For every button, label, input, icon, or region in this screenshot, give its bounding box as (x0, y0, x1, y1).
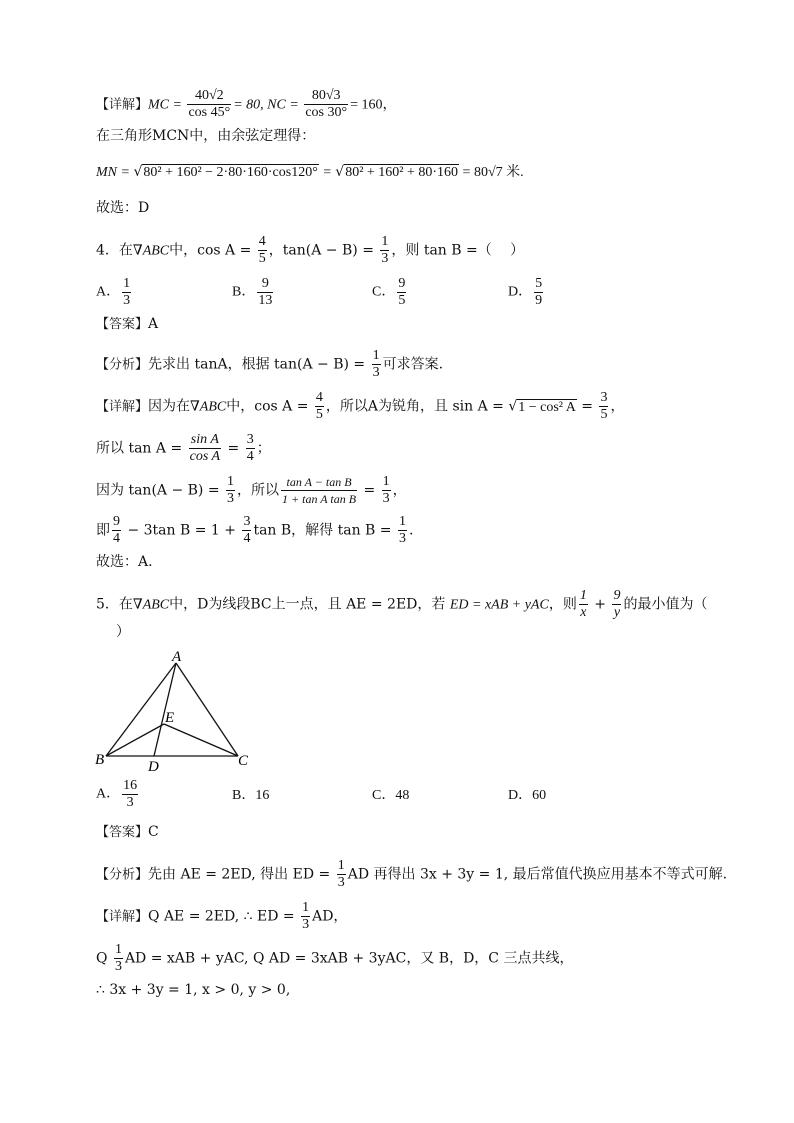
q4-option-b[interactable]: B． $\frac{9}{13}$ (232, 276, 273, 308)
q5-option-c[interactable]: C．48 (372, 788, 410, 803)
q4-detail-line-2: 所以 tan A = $\frac{\text{sin A}}{\text{cos A}}$ = $\frac{3}{4}$ ； (96, 432, 271, 464)
select-d-line: 故选：D (96, 200, 150, 216)
question-5-close-paren: ） (116, 624, 130, 640)
cosine-rule-line: 在三角形MCN中，由余弦定理得： (96, 128, 316, 144)
mn-calculation-line: MN = √80² + 160² − 2·80·160·cos120° = √80² + 160² + 80·160 = 80√7 米. (96, 164, 524, 180)
label-d: D (148, 759, 159, 774)
q4-detail-line-4: 即 $\frac{9}{4}$ − 3tan B = 1 + $\frac{3}{4}$ tan B，解得 tan B = $\frac{1}{3}$ . (96, 514, 414, 546)
detail-line-mc-nc: 【详解】MC = $\frac{40√2}{\cos 45^\circ}$ = 80, NC = $\frac{80√3}{\cos 30^\circ}$ = 160， (96, 88, 397, 120)
detail-tag: 【详解】 (96, 97, 149, 113)
fraction: $\frac{40√2}{\cos 45^\circ}$ (188, 88, 231, 120)
label-e: E (165, 710, 175, 726)
question-4-stem: 4．在∇ABC中，cos A = $\frac{4}{5}$ ，tan(A − B) = $\frac{1}{3}$ ，则 tan B =（ ） (96, 234, 525, 266)
q4-analysis: 【分析】先求出 tanA，根据 tan(A − B) = $\frac{1}{3}$ 可求答案. (96, 348, 444, 380)
label-b: B (95, 752, 105, 768)
q4-detail-line-1: 【详解】因为在∇ABC中，cos A = $\frac{4}{5}$ ，所以A为锐角，且 sin A = √1 − cos² A = $\frac{3}{5}$ ， (96, 390, 625, 422)
q5-option-a[interactable]: A． $\frac{16}{3}$ (96, 778, 138, 810)
fraction: $\frac{4}{5}$ (258, 234, 266, 266)
q4-option-a[interactable]: A． $\frac{1}{3}$ (96, 276, 131, 308)
fraction: $\frac{1}{3}$ (381, 234, 389, 266)
q5-detail-line-1: 【详解】Q AE = 2ED, ∴ ED = $\frac{1}{3}$ AD， (96, 900, 348, 932)
fraction: $\frac{80√3}{\cos 30^\circ}$ (305, 88, 348, 120)
triangle-figure (92, 646, 262, 774)
q4-detail-line-3: 因为 tan(A − B) = $\frac{1}{3}$ ，所以 $\frac{\text{tan A − tan B}}{\text{1 + tan A tan B}}$ = $\frac{1}{3}$ ， (96, 474, 407, 506)
label-c: C (238, 753, 249, 769)
q4-option-c[interactable]: C． $\frac{9}{5}$ (372, 276, 406, 308)
q4-option-d[interactable]: D． $\frac{5}{9}$ (508, 276, 543, 308)
q5-detail-line-3: ∴ 3x + 3y = 1, x > 0, y > 0, (96, 982, 291, 998)
select-a-line: 故选：A. (96, 554, 153, 570)
q5-option-d[interactable]: D．60 (508, 788, 547, 803)
label-a: A (172, 649, 182, 665)
q4-answer: 【答案】A (96, 316, 159, 332)
question-5-stem: 5．在∇ABC中，D为线段BC上一点，且 AE = 2ED，若 ED = xAB + yAC，则 $\frac{1}{x}$ + $\frac{9}{y}$ 的最小值为（ (96, 588, 708, 620)
q5-detail-line-2: Q $\frac{1}{3}$ AD = xAB + yAC, Q AD = 3xAB + 3yAC，又 B，D，C 三点共线， (96, 942, 574, 974)
q5-option-b[interactable]: B．16 (232, 788, 270, 803)
q5-analysis: 【分析】先由 AE = 2ED, 得出 ED = $\frac{1}{3}$ AD 再得出 3x + 3y = 1, 最后常值代换应用基本不等式可解. (96, 858, 728, 890)
q5-answer: 【答案】C (96, 824, 159, 840)
